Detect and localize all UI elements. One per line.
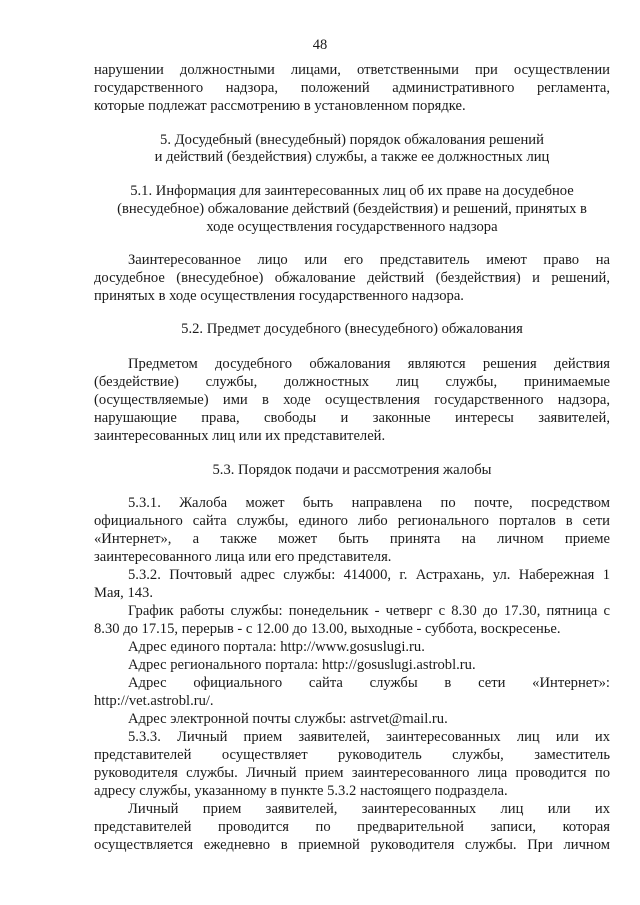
paragraph-line: Заинтересованное лицо или его представитель имеют право на — [128, 252, 610, 268]
paragraph-line: руководителя службы. Личный прием заинтересованного лица проводится по — [94, 765, 610, 781]
subsection-heading: 5.1. Информация для заинтересованных лиц об их праве на досудебное — [130, 183, 574, 199]
paragraph-line: Адрес регионального портала: http://gosuslugi.astrobl.ru. — [128, 657, 476, 673]
subsection-heading: (внесудебное) обжалование действий (бездействия) и решений, принятых в — [117, 201, 587, 217]
paragraph-line: официального сайта службы, единого либо регионального порталов в сети — [94, 513, 610, 529]
paragraph-line: Личный прием заявителей, заинтересованных лиц или их — [128, 801, 610, 817]
paragraph-line: представителей осуществляет руководитель службы, заместитель — [94, 747, 610, 763]
section-heading: и действий (бездействия) службы, а также ее должностных лиц — [154, 149, 550, 165]
paragraph-line: 8.30 до 17.15, перерыв - с 12.00 до 13.00, выходные - суббота, воскресенье. — [94, 621, 561, 637]
paragraph-line: График работы службы: понедельник - четверг с 8.30 до 17.30, пятница с — [128, 603, 610, 619]
paragraph-line: осуществляется ежедневно в приемной руководителя службы. При личном — [94, 837, 610, 853]
subsection-heading: ходе осуществления государственного надзора — [206, 219, 498, 235]
subsection-heading: 5.3. Порядок подачи и рассмотрения жалобы — [212, 462, 492, 478]
page-number: 48 — [312, 37, 328, 53]
paragraph-line: представителей проводится по предварительной записи, которая — [94, 819, 610, 835]
paragraph-line: принятых в ходе осуществления государственного надзора. — [94, 288, 464, 304]
paragraph-line: государственного надзора, положений административного регламента, — [94, 80, 610, 96]
paragraph-line: заинтересованного лица или его представителя. — [94, 549, 392, 565]
paragraph-line: (осуществляемые) ими в ходе осуществления государственного надзора, — [94, 392, 610, 408]
paragraph-line: досудебное (внесудебное) обжалование действий (бездействия) и решений, — [94, 270, 610, 286]
paragraph-line: 5.3.2. Почтовый адрес службы: 414000, г. Астрахань, ул. Набережная 1 — [128, 567, 610, 583]
paragraph-line: заинтересованных лиц или их представителей. — [94, 428, 386, 444]
paragraph-line: (бездействие) службы, должностных лиц службы, принимаемые — [94, 374, 610, 390]
paragraph-line: Адрес единого портала: http://www.gosuslugi.ru. — [128, 639, 425, 655]
paragraph-line: 5.3.3. Личный прием заявителей, заинтересованных лиц или их — [128, 729, 610, 745]
paragraph-line: Адрес официального сайта службы в сети «Интернет»: — [128, 675, 610, 691]
paragraph-line: нарушении должностными лицами, ответственными при осуществлении — [94, 62, 610, 78]
paragraph-line: Адрес электронной почты службы: astrvet@mail.ru. — [128, 711, 448, 727]
paragraph-line: http://vet.astrobl.ru/. — [94, 693, 214, 709]
subsection-heading: 5.2. Предмет досудебного (внесудебного) обжалования — [181, 321, 523, 337]
paragraph-line: 5.3.1. Жалоба может быть направлена по почте, посредством — [128, 495, 610, 511]
paragraph-line: нарушающие права, свободы и законные интересы заявителей, — [94, 410, 610, 426]
paragraph-line: «Интернет», а также может быть принята на личном приеме — [94, 531, 610, 547]
paragraph-line: адресу службы, указанному в пункте 5.3.2 настоящего подраздела. — [94, 783, 508, 799]
section-heading: 5. Досудебный (внесудебный) порядок обжалования решений — [160, 132, 544, 148]
paragraph-line: которые подлежат рассмотрению в установленном порядке. — [94, 98, 466, 114]
paragraph-line: Мая, 143. — [94, 585, 154, 601]
paragraph-line: Предметом досудебного обжалования являются решения действия — [128, 356, 610, 372]
